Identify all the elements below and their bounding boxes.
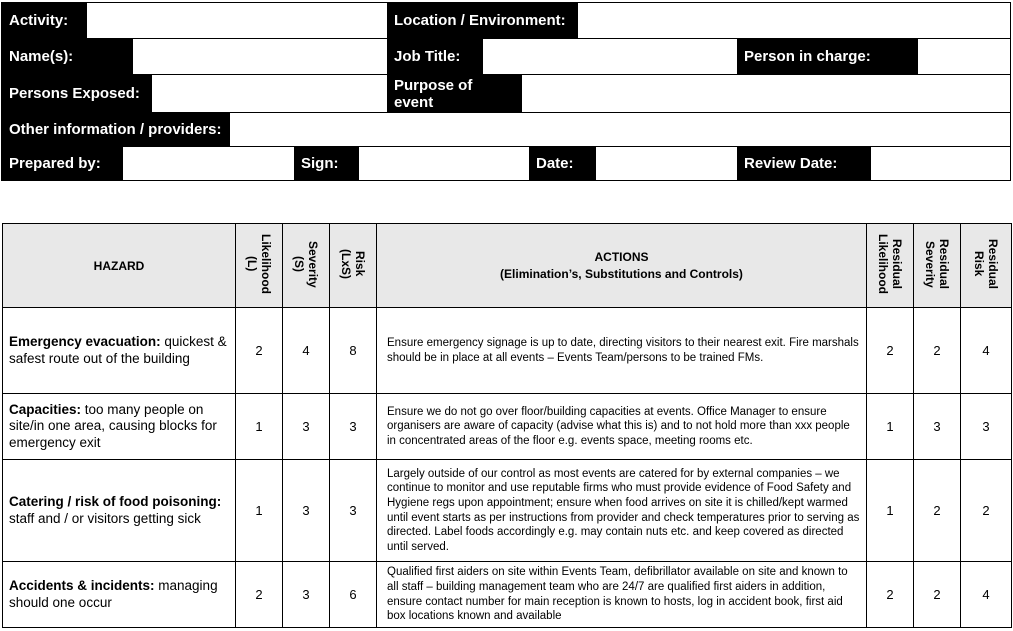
residual-risk-cell: 2 xyxy=(961,460,1012,562)
hazard-description: managing should one occur xyxy=(9,578,218,610)
date-field[interactable] xyxy=(595,147,737,180)
hazard-title: Emergency evacuation: xyxy=(9,334,161,349)
risk-header-abbr: (LxS) xyxy=(339,249,353,279)
actions-header xyxy=(377,224,867,308)
severity-cell: 3 xyxy=(283,460,330,562)
severity-header-label: Severity xyxy=(306,240,320,288)
residual-severity-header-line2: Severity xyxy=(923,240,937,288)
table-row xyxy=(3,562,1012,628)
hazard-title: Catering / risk of food poisoning: xyxy=(9,494,222,509)
prepared-by-field[interactable] xyxy=(122,147,294,180)
severity-header-abbr: (S) xyxy=(292,255,306,272)
date-label: Date: xyxy=(529,147,595,180)
person-in-charge-label: Person in charge: xyxy=(737,39,917,74)
residual-likelihood-cell: 2 xyxy=(867,562,914,628)
likelihood-cell: 1 xyxy=(236,394,283,460)
severity-cell: 3 xyxy=(283,562,330,628)
residual-severity-header xyxy=(914,224,961,308)
actions-cell: Ensure emergency signage is up to date, directing visitors to their nearest exit. Fire marshals should be in place at all events – Events Team/persons to be trained FMs. xyxy=(377,308,867,394)
hazard-title: Capacities: xyxy=(9,401,82,417)
sign-field[interactable] xyxy=(358,147,529,180)
residual-severity-cell: 3 xyxy=(914,394,961,460)
location-field[interactable] xyxy=(577,3,1010,38)
risk-header-label: Risk xyxy=(353,251,367,277)
likelihood-cell: 2 xyxy=(236,562,283,628)
hazard-description: quickest & safest route out of the building xyxy=(9,334,227,366)
other-information-label: Other information / providers: xyxy=(2,113,229,146)
purpose-of-event-field[interactable] xyxy=(521,75,1010,112)
likelihood-header-abbr: (L) xyxy=(245,256,259,272)
severity-cell: 3 xyxy=(283,394,330,460)
risk-assessment-header-form xyxy=(1,2,1011,181)
residual-likelihood-header-line1: Residual xyxy=(890,238,904,289)
likelihood-header xyxy=(236,224,283,308)
residual-severity-cell: 2 xyxy=(914,562,961,628)
hazard-cell xyxy=(3,562,236,628)
actions-header-subtitle: (Elimination’s, Substitutions and Controls) xyxy=(500,266,743,281)
sign-label: Sign: xyxy=(294,147,358,180)
table-header-row xyxy=(3,224,1012,308)
residual-risk-header-line1: Residual xyxy=(986,238,1000,289)
activity-label: Activity: xyxy=(2,3,86,38)
table-row xyxy=(3,308,1012,394)
job-title-field[interactable] xyxy=(482,39,737,74)
risk-assessment-table xyxy=(2,223,1012,628)
prepared-by-label: Prepared by: xyxy=(2,147,122,180)
person-in-charge-field[interactable] xyxy=(917,39,1010,74)
actions-cell: Qualified first aiders on site within Events Team, defibrillator available on site and known to all staff – building management team who are 24/7 are qualified first aiders in addition, ensure contact number for main reception is known to hosts, log in accident book, first aid box locations known and available xyxy=(377,562,867,628)
residual-risk-cell: 4 xyxy=(961,308,1012,394)
risk-cell: 8 xyxy=(330,308,377,394)
other-information-field[interactable] xyxy=(229,113,1010,146)
hazard-description: too many people on site/in one area, causing blocks for emergency exit xyxy=(9,401,217,450)
residual-likelihood-cell: 1 xyxy=(867,460,914,562)
purpose-of-event-label: Purpose of event xyxy=(387,75,521,112)
residual-likelihood-header-line2: Likelihood xyxy=(876,234,890,294)
hazard-description: staff and / or visitors getting sick xyxy=(9,510,201,526)
review-date-field[interactable] xyxy=(870,147,1010,180)
actions-header-title: ACTIONS xyxy=(594,249,649,264)
residual-risk-header xyxy=(961,224,1012,308)
residual-likelihood-cell: 1 xyxy=(867,394,914,460)
residual-severity-cell: 2 xyxy=(914,460,961,562)
risk-cell: 3 xyxy=(330,394,377,460)
likelihood-cell: 1 xyxy=(236,460,283,562)
risk-cell: 3 xyxy=(330,460,377,562)
activity-field[interactable] xyxy=(86,3,387,38)
residual-severity-cell: 2 xyxy=(914,308,961,394)
hazard-header: HAZARD xyxy=(3,224,236,308)
residual-likelihood-header xyxy=(867,224,914,308)
actions-cell: Ensure we do not go over floor/building capacities at events. Office Manager to ensure organisers are aware of capacity (advise what this is) and to not hold more than xxx people in concentrated areas of the floor e.g. events space, meeting rooms etc. xyxy=(377,394,867,460)
risk-cell: 6 xyxy=(330,562,377,628)
residual-severity-header-line1: Residual xyxy=(937,238,951,289)
likelihood-header-label: Likelihood xyxy=(259,234,273,294)
names-label: Name(s): xyxy=(2,39,132,74)
residual-risk-cell: 4 xyxy=(961,562,1012,628)
persons-exposed-label: Persons Exposed: xyxy=(2,75,151,112)
hazard-cell xyxy=(3,394,236,460)
severity-cell: 4 xyxy=(283,308,330,394)
residual-risk-header-line2: Risk xyxy=(972,251,986,277)
table-row xyxy=(3,394,1012,460)
actions-cell: Largely outside of our control as most events are catered for by external companies – we continue to monitor and use reputable firms who must provide evidence of Food Safety and Hygiene regs upon appointment; ensure when food arrives on site it is chilled/kept warmed until event starts as per instructions from provider and check temperatures prior to serving as directed. Label foods accordingly e.g. may contain nuts etc. and keep covered as directed until served. xyxy=(377,460,867,562)
likelihood-cell: 2 xyxy=(236,308,283,394)
review-date-label: Review Date: xyxy=(737,147,870,180)
residual-likelihood-cell: 2 xyxy=(867,308,914,394)
risk-header xyxy=(330,224,377,308)
hazard-title: Accidents & incidents: xyxy=(9,578,155,593)
severity-header xyxy=(283,224,330,308)
persons-exposed-field[interactable] xyxy=(151,75,387,112)
hazard-cell xyxy=(3,308,236,394)
job-title-label: Job Title: xyxy=(387,39,482,74)
location-label: Location / Environment: xyxy=(387,3,577,38)
names-field[interactable] xyxy=(132,39,387,74)
residual-risk-cell: 3 xyxy=(961,394,1012,460)
table-row xyxy=(3,460,1012,562)
hazard-cell xyxy=(3,460,236,562)
